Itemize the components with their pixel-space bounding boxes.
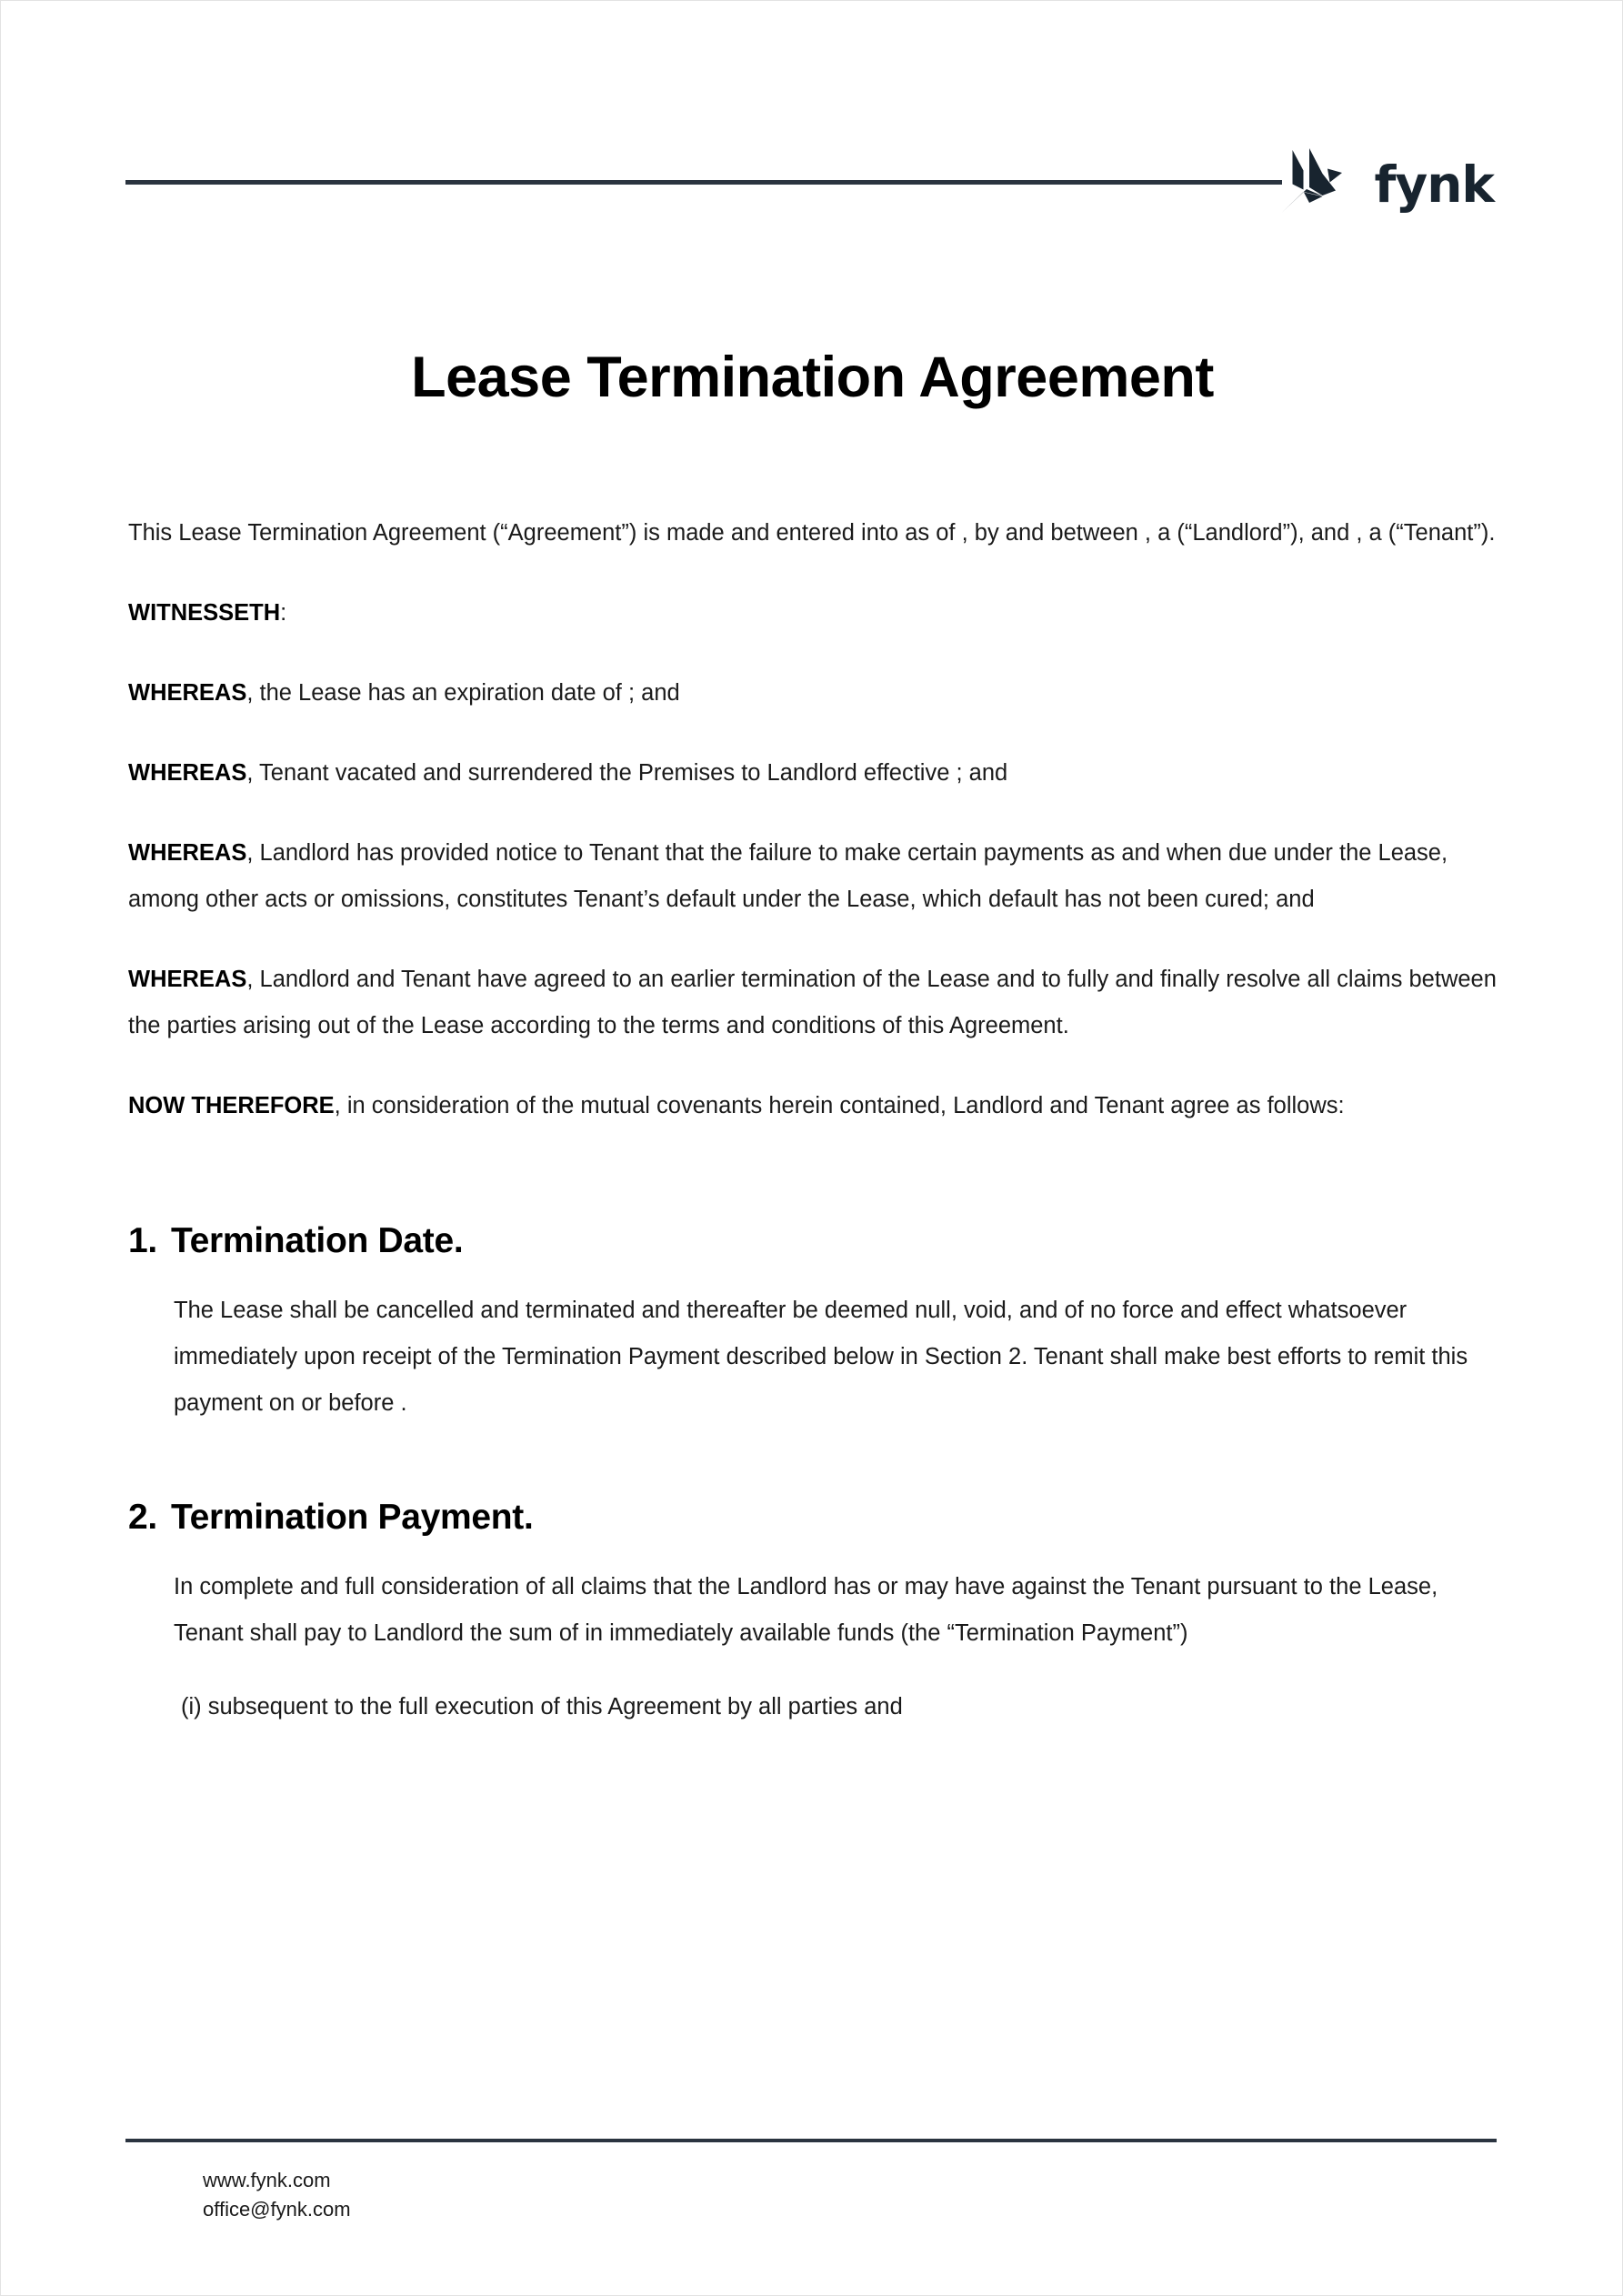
document-body — [128, 510, 1497, 1745]
footer-website: www.fynk.com — [203, 2169, 331, 2191]
page-header — [1, 1, 1623, 246]
recital-lead-2: WHEREAS — [128, 760, 247, 786]
recital-paragraph-4 — [128, 957, 1497, 1049]
recital-paragraph-2 — [128, 750, 1497, 797]
witnesseth-paragraph — [128, 590, 1497, 637]
recital-lead-1: WHEREAS — [128, 680, 247, 706]
fynk-brand-logo — [1279, 146, 1494, 220]
page-footer — [1, 2086, 1623, 2295]
recital-text-3: , Landlord has provided notice to Tenant that the failure to make certain payments as and when due under the Lease, among other acts or omissions, constitutes Tenant’s default under the Lease, which default has not been cured; and — [128, 840, 1448, 912]
now-therefore-text: , in consideration of the mutual covenants herein contained, Landlord and Tenant agree as follows: — [334, 1093, 1345, 1118]
witnesseth-colon: : — [280, 600, 287, 626]
recital-text-2: , Tenant vacated and surrendered the Premises to Landlord effective ; and — [246, 760, 1008, 786]
section-2-body: In complete and full consideration of all claims that the Landlord has or may have against the Tenant pursuant to the Lease, Tenant shall pay to Landlord the sum of in immediately available funds (the “Termination Payment”) — [174, 1573, 1438, 1646]
recital-lead-3: WHEREAS — [128, 840, 247, 866]
section-termination-date — [128, 1219, 1497, 1427]
section-2-number: 2. — [128, 1497, 157, 1537]
footer-email: office@fynk.com — [203, 2198, 351, 2221]
witnesseth-label: WITNESSETH — [128, 600, 281, 626]
fynk-origami-bird-logo-icon — [1279, 146, 1359, 220]
recital-paragraph-3 — [128, 830, 1497, 923]
section-1-body: The Lease shall be cancelled and terminated and thereafter be deemed null, void, and of no force and effect whatsoever immediately upon receipt of the Termination Payment described below in Section 2. Tenant shall make best efforts to remit this payment on or before . — [174, 1297, 1468, 1416]
footer-divider-rule — [125, 2139, 1497, 2142]
recital-text-4: , Landlord and Tenant have agreed to an earlier termination of the Lease and to fully and finally resolve all claims between the parties arising out of the Lease according to the terms and conditions of this Agreement. — [128, 967, 1497, 1038]
section-1-title: Termination Date. — [171, 1221, 464, 1260]
footer-contact-block — [203, 2166, 351, 2224]
section-spacer-before-2 — [128, 1441, 1497, 1496]
section-2-title: Termination Payment. — [171, 1497, 534, 1537]
recital-paragraph-1 — [128, 670, 1497, 717]
section-spacer-before-1 — [128, 1163, 1497, 1219]
page-title: Lease Termination Agreement — [411, 346, 1214, 410]
section-termination-payment — [128, 1496, 1497, 1730]
now-therefore-lead: NOW THEREFORE — [128, 1093, 335, 1118]
section-2-subclause-i: (i) subsequent to the full execution of this Agreement by all parties and — [181, 1693, 903, 1719]
now-therefore-paragraph — [128, 1083, 1497, 1129]
section-1-heading — [128, 1219, 1497, 1264]
recital-text-1: , the Lease has an expiration date of ; and — [246, 680, 680, 706]
intro-line-2: , a (“Landlord”), and , a (“Tenant”). — [1144, 520, 1496, 546]
recital-lead-4: WHEREAS — [128, 967, 247, 992]
intro-line-1: This Lease Termination Agreement (“Agreement”) is made and entered into as of , by and between — [128, 520, 1138, 546]
intro-paragraph — [128, 510, 1497, 556]
section-2-heading — [128, 1496, 1497, 1540]
fynk-wordmark: fynk — [1374, 155, 1494, 214]
header-divider-rule — [125, 180, 1282, 185]
section-1-number: 1. — [128, 1221, 157, 1260]
